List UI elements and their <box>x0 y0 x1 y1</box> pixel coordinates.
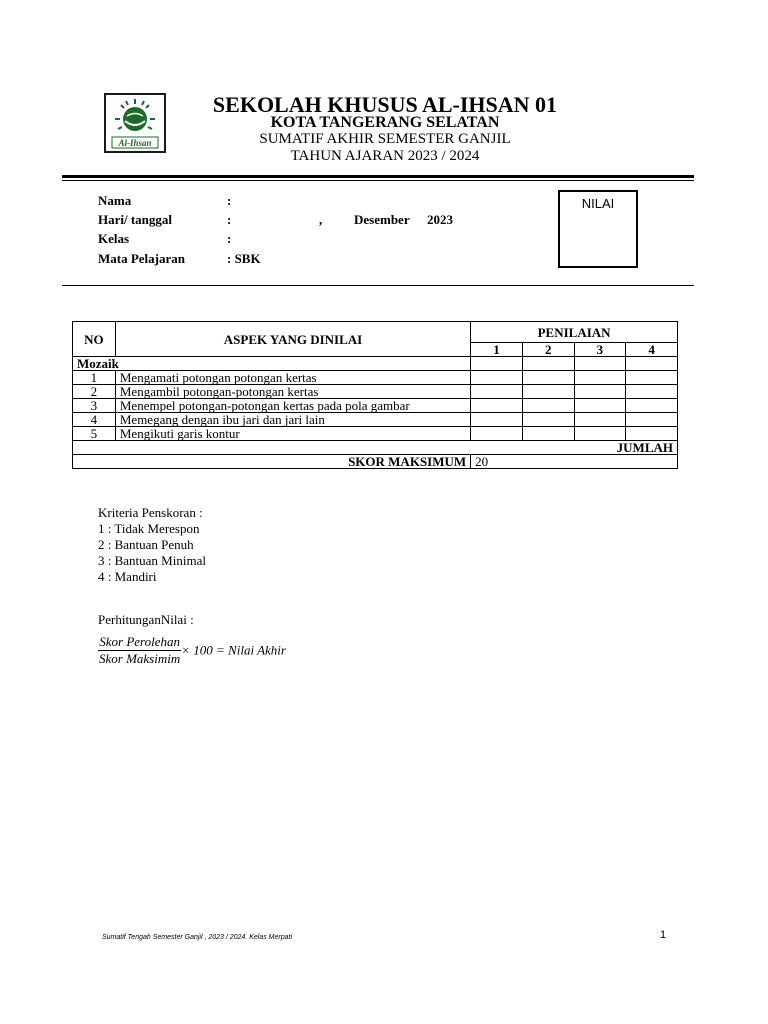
assessment-table <box>72 321 678 469</box>
nama-field[interactable]: : <box>227 193 232 208</box>
jumlah-label: JUMLAH <box>73 441 678 455</box>
kriteria-title: Kriteria Penskoran : <box>98 505 203 520</box>
hari-year: 2023 <box>427 212 453 227</box>
kriteria-item: 4 : Mandiri <box>98 569 157 584</box>
score-cell[interactable] <box>471 427 523 441</box>
page-number: 1 <box>660 929 667 941</box>
formula-denominator: Skor Maksimim <box>99 651 181 666</box>
skor-maks-row <box>73 455 678 469</box>
perhitungan-title: PerhitunganNilai : <box>98 612 194 627</box>
score-cell[interactable] <box>626 357 678 371</box>
row-aspek: Mengikuti garis kontur <box>115 427 470 441</box>
row-aspek: Menempel potongan-potongan kertas pada pola gambar <box>115 399 470 413</box>
formula-rest: × 100 = Nilai Akhir <box>181 642 286 658</box>
formula-fraction <box>98 634 181 667</box>
score-cell[interactable] <box>471 371 523 385</box>
score-cell[interactable] <box>574 371 626 385</box>
score-cell[interactable] <box>471 399 523 413</box>
kriteria-item: 3 : Bantuan Minimal <box>98 553 206 568</box>
section-row <box>73 357 678 371</box>
formula-numerator: Skor Perolehan <box>99 634 180 649</box>
hari-comma: , <box>319 212 323 227</box>
kriteria-item: 2 : Bantuan Penuh <box>98 537 194 552</box>
kelas-field[interactable]: : <box>227 231 232 246</box>
score-cell[interactable] <box>522 385 574 399</box>
logo-text: Al-Ihsan <box>118 138 152 148</box>
score-cell[interactable] <box>574 385 626 399</box>
hari-label: Hari/ tanggal <box>98 212 173 227</box>
score-cell[interactable] <box>574 357 626 371</box>
table-row <box>73 371 678 385</box>
row-aspek: Mengamati potongan potongan kertas <box>115 371 470 385</box>
hari-field[interactable]: : <box>227 212 232 227</box>
score-header-1: 1 <box>471 343 523 357</box>
score-cell[interactable] <box>574 413 626 427</box>
nama-label: Nama <box>98 193 132 208</box>
school-logo <box>104 93 166 153</box>
score-cell[interactable] <box>626 413 678 427</box>
row-no: 1 <box>73 371 116 385</box>
score-cell[interactable] <box>471 413 523 427</box>
exam-title: SUMATIF AKHIR SEMESTER GANJIL <box>259 131 511 147</box>
page-footer: Sumatif Tengah Semester Ganjil , 2023 / 2024. Kelas Merpati <box>102 934 293 941</box>
row-aspek: Mengambil potongan-potongan kertas <box>115 385 470 399</box>
score-cell[interactable] <box>626 371 678 385</box>
score-header-2: 2 <box>522 343 574 357</box>
score-cell[interactable] <box>471 357 523 371</box>
score-cell[interactable] <box>626 385 678 399</box>
header-divider-thick <box>62 175 694 178</box>
row-no: 4 <box>73 413 116 427</box>
score-header-4: 4 <box>626 343 678 357</box>
section-label: Mozaik <box>73 357 471 371</box>
hari-month: Desember <box>354 212 410 227</box>
col-no-header: NO <box>73 322 116 357</box>
score-cell[interactable] <box>574 399 626 413</box>
skor-maks-label: SKOR MAKSIMUM <box>73 455 471 469</box>
row-no: 5 <box>73 427 116 441</box>
score-cell[interactable] <box>574 427 626 441</box>
score-cell[interactable] <box>522 427 574 441</box>
table-row <box>73 413 678 427</box>
table-row <box>73 427 678 441</box>
col-penilaian-header: PENILAIAN <box>471 322 678 343</box>
school-name: SEKOLAH KHUSUS AL-IHSAN 01 <box>212 92 558 117</box>
nilai-formula <box>98 634 286 667</box>
row-aspek: Memegang dengan ibu jari dan jari lain <box>115 413 470 427</box>
mapel-value: : SBK <box>227 251 261 266</box>
kelas-label: Kelas <box>98 231 130 246</box>
score-cell[interactable] <box>626 427 678 441</box>
score-cell[interactable] <box>522 413 574 427</box>
nilai-label: NILAI <box>581 196 615 211</box>
mapel-label: Mata Pelajaran <box>98 251 186 266</box>
col-aspek-header: ASPEK YANG DINILAI <box>115 322 470 357</box>
score-cell[interactable] <box>522 371 574 385</box>
table-row <box>73 399 678 413</box>
header-divider-thin <box>62 180 694 181</box>
score-header-3: 3 <box>574 343 626 357</box>
city-name: KOTA TANGERANG SELATAN <box>270 114 500 131</box>
row-no: 3 <box>73 399 116 413</box>
info-divider <box>62 285 694 286</box>
kriteria-item: 1 : Tidak Merespon <box>98 521 200 536</box>
score-cell[interactable] <box>522 357 574 371</box>
jumlah-row <box>73 441 678 455</box>
academic-year: TAHUN AJARAN 2023 / 2024 <box>290 148 480 164</box>
score-cell[interactable] <box>471 385 523 399</box>
score-cell[interactable] <box>522 399 574 413</box>
score-cell[interactable] <box>626 399 678 413</box>
table-row <box>73 385 678 399</box>
row-no: 2 <box>73 385 116 399</box>
skor-maks-value: 20 <box>471 455 678 469</box>
